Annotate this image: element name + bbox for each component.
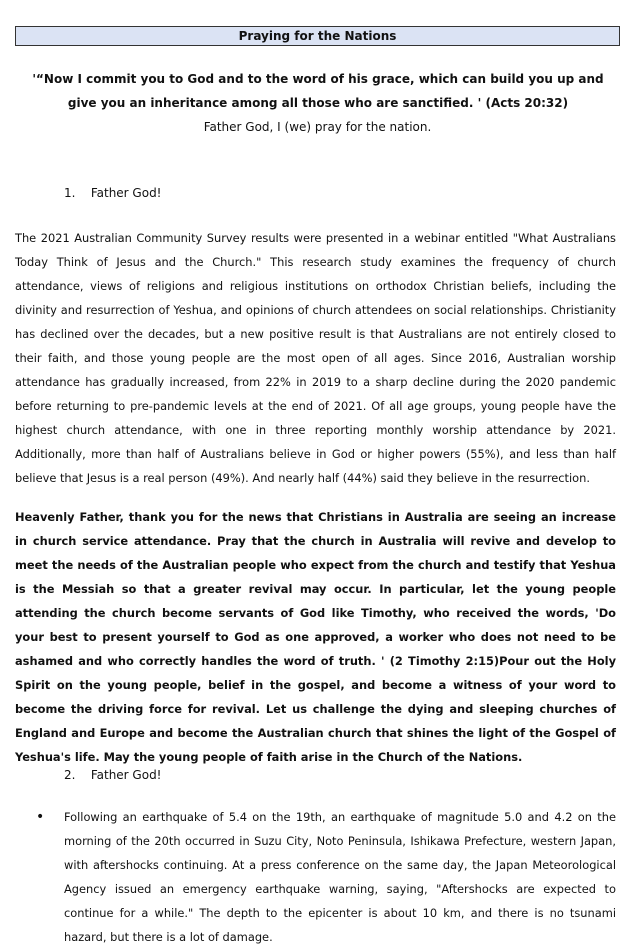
section-number: 2. bbox=[64, 768, 76, 782]
section-heading-text: Father God! bbox=[90, 186, 162, 200]
section-heading-text: Father God! bbox=[90, 768, 162, 782]
earthquake-bullet-text: Following an earthquake of 5.4 on the 19th, an earthquake of magnitude 5.0 and 4.2 on the morning of the 20th occurred in Suzu City, Noto Peninsula, Ishikawa Prefecture, western Japan, with aftershocks continuing. At a press conference on the same day, the Japan Meteorological Agency issued an emergency earthquake warning, saying, "Aftershocks are expected to continue for a while." The depth to the epicenter is about 10 km, and there is no tsunami hazard, but there is a lot of damage. bbox=[64, 810, 616, 944]
survey-paragraph: The 2021 Australian Community Survey results were presented in a webinar entitled "What Australians Today Think of Jesus and the Church." This research study examines the frequency of church attendance, views of religions and religious institutions on orthodox Christian beliefs, including the divinity and resurrection of Yeshua, and opinions of church attendees on social relationships. Christianity has declined over the decades, but a new positive result is that Australians are not entirely closed to their faith, and those young people are the most open of all ages. Since 2016, Australian worship attendance has gradually increased, from 22% in 2019 to a sharp decline during the 2020 pandemic before returning to pre-pandemic levels at the end of 2021. Of all age groups, young people have the highest church attendance, with one in three reporting monthly worship attendance by 2021. Additionally, more than half of Australians believe in God or higher powers (55%), and less than half believe that Jesus is a real person (49%). And nearly half (44%) said they believe in the resurrection. bbox=[15, 231, 616, 485]
bullet-icon: • bbox=[36, 809, 45, 825]
section-number: 1. bbox=[64, 186, 76, 200]
prayer-paragraph: Heavenly Father, thank you for the news that Christians in Australia are seeing an increase in church service attendance. Pray that the church in Australia will revive and develop to meet the needs of the Australian people who expect from the church and testify that Yeshua is the Messiah so that a greater revival may occur. In particular, let the young people attending the church become servants of God like Timothy, who received the words, 'Do your best to present yourself to God as one approved, a worker who does not need to be ashamed and who correctly handles the word of truth. ' (2 Timothy 2:15)Pour out the Holy Spirit on the young people, belief in the gospel, and become a witness of your word to become the driving force for revival. Let us challenge the dying and sleeping churches of England and Europe and become the Australian church that shines the light of the Gospel of Yeshua's life. May the young people of faith arise in the Church of the Nations. bbox=[15, 510, 616, 764]
prayer-subtitle: Father God, I (we) pray for the nation. bbox=[203, 120, 432, 134]
scripture-quote: '“Now I commit you to God and to the word of his grace, which can build you up and give you an inheritance among all those who are sanctified. ' (Acts 20:32) bbox=[32, 72, 604, 110]
section-heading-1 bbox=[64, 181, 162, 205]
section-heading-2 bbox=[64, 763, 162, 787]
page-title: Praying for the Nations bbox=[15, 26, 620, 46]
